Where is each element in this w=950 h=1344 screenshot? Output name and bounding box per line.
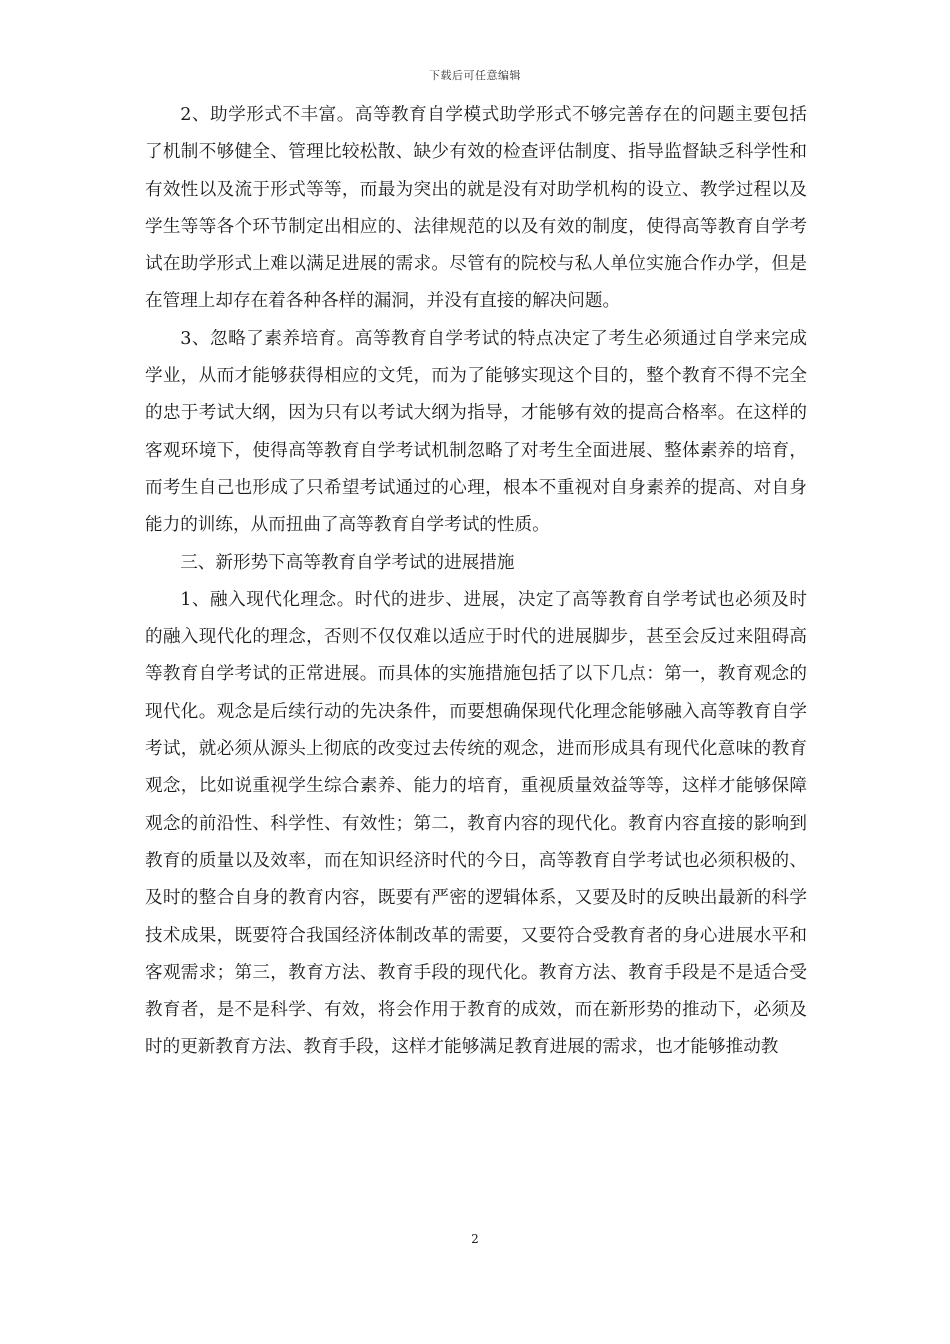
document-body	[145, 97, 807, 1067]
paragraph-quality-cultivation: 3、忽略了素养培育。高等教育自学考试的特点决定了考生必须通过自学来完成学业，从而才能够获得相应的文凭，而为了能够实现这个目的，整个教育不得不完全的忠于考试大纲，因为只有以考试大纲为指导，才能够有效的提高合格率。在这样的客观环境下，使得高等教育自学考试机制忽略了对考生全面进展、整体素养的培育，而考生自己也形成了只希望考试通过的心理，根本不重视对自身素养的提高、对自身能力的训练，从而扭曲了高等教育自学考试的性质。	[145, 328, 807, 536]
page-number: 2	[471, 1232, 479, 1246]
paragraph-modernization: 1、融入现代化理念。时代的进步、进展，决定了高等教育自学考试也必须及时的融入现代化的理念，否则不仅仅难以适应于时代的进展脚步，甚至会反过来阻碍高等教育自学考试的正常进展。而具体的实施措施包括了以下几点：第一，教育观念的现代化。观念是后续行动的先决条件，而要想确保现代化理念能够融入高等教育自学考试，就必须从源头上彻底的改变过去传统的观念，进而形成具有现代化意味的教育观念，比如说重视学生综合素养、能力的培育，重视质量效益等等，这样才能够保障观念的前沿性、科学性、有效性；第二，教育内容的现代化。教育内容直接的影响到教育的质量以及效率，而在知识经济时代的今日，高等教育自学考试也必须积极的、及时的整合自身的教育内容，既要有严密的逻辑体系，又要及时的反映出最新的科学技术成果，既要符合我国经济体制改革的需要，又要符合受教育者的身心进展水平和客观需求；第三，教育方法、教育手段的现代化。教育方法、教育手段是不是适合受教育者，是不是科学、有效，将会作用于教育的成效，而在新形势的推动下，必须及时的更新教育方法、教育手段，这样才能够满足教育进展的需求，也才能够推动教	[145, 589, 807, 1058]
page-header: 下载后可任意编辑	[429, 69, 521, 82]
paragraph-help-study-forms: 2、助学形式不丰富。高等教育自学模式助学形式不够完善存在的问题主要包括了机制不够健全、管理比较松散、缺少有效的检查评估制度、指导监督缺乏科学性和有效性以及流于形式等等，而最为突出的就是没有对助学机构的设立、教学过程以及学生等等各个环节制定出相应的、法律规范的以及有效的制度，使得高等教育自学考试在助学形式上难以满足进展的需求。尽管有的院校与私人单位实施合作办学，但是在管理上却存在着各种各样的漏洞，并没有直接的解决问题。	[145, 105, 807, 312]
section-heading: 三、新形势下高等教育自学考试的进展措施	[180, 552, 515, 573]
